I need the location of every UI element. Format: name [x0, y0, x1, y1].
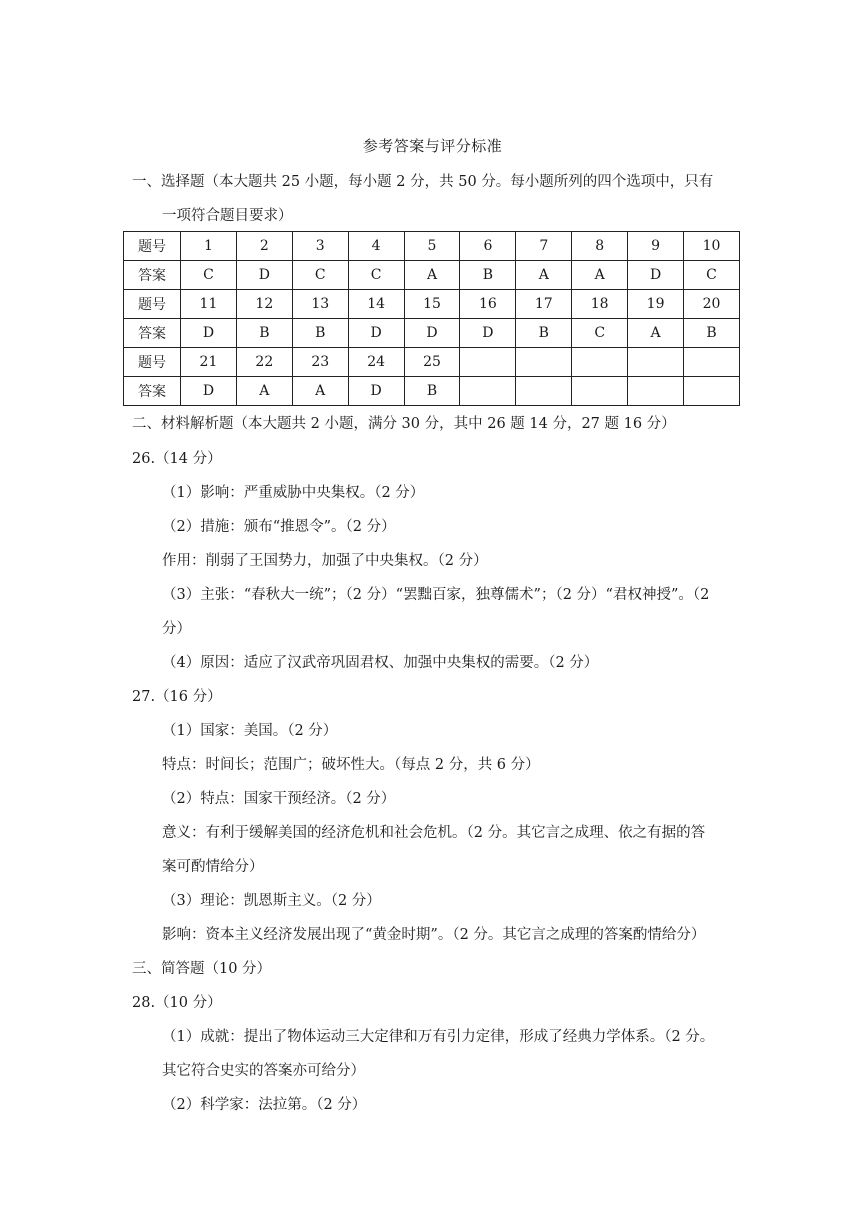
question-number-cell: [460, 348, 516, 377]
q28-line: （1）成就：提出了物体运动三大定律和万有引力定律，形成了经典力学体系。（2 分。: [162, 1029, 715, 1045]
question-number-cell: 8: [572, 232, 628, 261]
question-number-cell: 5: [404, 232, 460, 261]
q27-line: （2）特点：国家干预经济。（2 分）: [162, 791, 396, 807]
answer-cell: A: [404, 261, 460, 290]
answer-table: [123, 231, 740, 406]
answer-cell: B: [236, 319, 292, 348]
answer-cell: C: [292, 261, 348, 290]
section1-heading-line2: 一项符合题目要求）: [162, 208, 293, 224]
row-label-answer: 答案: [124, 377, 181, 406]
answer-cell: D: [236, 261, 292, 290]
q27-line: 影响：资本主义经济发展出现了“黄金时期”。（2 分。其它言之成理的答案酌情给分）: [162, 927, 706, 943]
answer-cell: A: [572, 261, 628, 290]
table-row-answers: [124, 319, 740, 348]
row-label-answer: 答案: [124, 319, 181, 348]
answer-cell: C: [572, 319, 628, 348]
question-number-cell: 24: [348, 348, 404, 377]
q26-line: 作用：削弱了王国势力，加强了中央集权。（2 分）: [162, 553, 488, 569]
q27-line: 特点：时间长；范围广；破坏性大。（每点 2 分，共 6 分）: [162, 757, 540, 773]
question-number-cell: 3: [292, 232, 348, 261]
question-number-cell: 19: [628, 290, 684, 319]
answer-cell: B: [460, 261, 516, 290]
answer-cell: C: [181, 261, 237, 290]
q27-line: （1）国家：美国。（2 分）: [162, 723, 338, 739]
answer-cell: D: [181, 377, 237, 406]
q28-line: 其它符合史实的答案亦可给分）: [162, 1063, 365, 1079]
section2-heading: 二、材料解析题（本大题共 2 小题，满分 30 分，其中 26 题 14 分，27 题 16 分）: [132, 416, 676, 432]
question-number-cell: 9: [628, 232, 684, 261]
question-number-cell: [684, 348, 740, 377]
answer-cell: [516, 377, 572, 406]
answer-cell: A: [516, 261, 572, 290]
question-number-cell: 23: [292, 348, 348, 377]
answer-cell: B: [292, 319, 348, 348]
question-number-cell: [628, 348, 684, 377]
answer-cell: D: [404, 319, 460, 348]
table-row-question-numbers: [124, 348, 740, 377]
q26-line: （2）措施：颁布“推恩令”。（2 分）: [162, 519, 396, 535]
row-label-answer: 答案: [124, 261, 181, 290]
section1-heading-line1: 一、选择题（本大题共 25 小题，每小题 2 分，共 50 分。每小题所列的四个选项中，只有: [132, 174, 714, 190]
table-row-answers: [124, 261, 740, 290]
q27-line: （3）理论：凯恩斯主义。（2 分）: [162, 893, 381, 909]
question-number-cell: 1: [181, 232, 237, 261]
q26-line: （3）主张：“春秋大一统”；（2 分）“罢黜百家，独尊儒术”；（2 分）“君权神授”。（2: [162, 587, 710, 603]
answer-cell: D: [460, 319, 516, 348]
question-number-cell: [572, 348, 628, 377]
question-number-cell: 11: [181, 290, 237, 319]
table-row-answers: [124, 377, 740, 406]
q26-line: 分）: [162, 621, 191, 637]
question-number-cell: 20: [684, 290, 740, 319]
answer-cell: D: [348, 377, 404, 406]
row-label-question: 题号: [124, 348, 181, 377]
answer-cell: D: [628, 261, 684, 290]
answer-cell: D: [181, 319, 237, 348]
answer-cell: A: [236, 377, 292, 406]
answer-cell: B: [516, 319, 572, 348]
answer-cell: C: [348, 261, 404, 290]
question-number-cell: 15: [404, 290, 460, 319]
answer-cell: [684, 377, 740, 406]
answer-cell: C: [684, 261, 740, 290]
row-label-question: 题号: [124, 290, 181, 319]
answer-cell: A: [628, 319, 684, 348]
question-number-cell: 13: [292, 290, 348, 319]
question-number-cell: 12: [236, 290, 292, 319]
q26-line: （1）影响：严重威胁中央集权。（2 分）: [162, 485, 425, 501]
q27-header: 27.（16 分）: [132, 689, 222, 705]
answer-cell: D: [348, 319, 404, 348]
table-row-question-numbers: [124, 232, 740, 261]
question-number-cell: 18: [572, 290, 628, 319]
q27-line: 案可酌情给分）: [162, 859, 264, 875]
answer-cell: [628, 377, 684, 406]
row-label-question: 题号: [124, 232, 181, 261]
question-number-cell: 14: [348, 290, 404, 319]
question-number-cell: 17: [516, 290, 572, 319]
answer-cell: B: [404, 377, 460, 406]
section3-heading: 三、简答题（10 分）: [132, 961, 272, 977]
answer-cell: [572, 377, 628, 406]
question-number-cell: 4: [348, 232, 404, 261]
question-number-cell: 21: [181, 348, 237, 377]
page-title: 参考答案与评分标准: [362, 137, 503, 155]
question-number-cell: 22: [236, 348, 292, 377]
question-number-cell: [516, 348, 572, 377]
question-number-cell: 10: [684, 232, 740, 261]
question-number-cell: 7: [516, 232, 572, 261]
question-number-cell: 25: [404, 348, 460, 377]
answer-cell: [460, 377, 516, 406]
question-number-cell: 6: [460, 232, 516, 261]
q28-line: （2）科学家：法拉第。（2 分）: [162, 1097, 367, 1113]
answer-cell: B: [684, 319, 740, 348]
question-number-cell: 2: [236, 232, 292, 261]
q27-line: 意义：有利于缓解美国的经济危机和社会危机。（2 分。其它言之成理、依之有据的答: [162, 825, 706, 841]
q26-header: 26.（14 分）: [132, 451, 222, 467]
question-number-cell: 16: [460, 290, 516, 319]
answer-cell: A: [292, 377, 348, 406]
table-row-question-numbers: [124, 290, 740, 319]
q26-line: （4）原因：适应了汉武帝巩固君权、加强中央集权的需要。（2 分）: [162, 655, 599, 671]
q28-header: 28.（10 分）: [132, 995, 222, 1011]
